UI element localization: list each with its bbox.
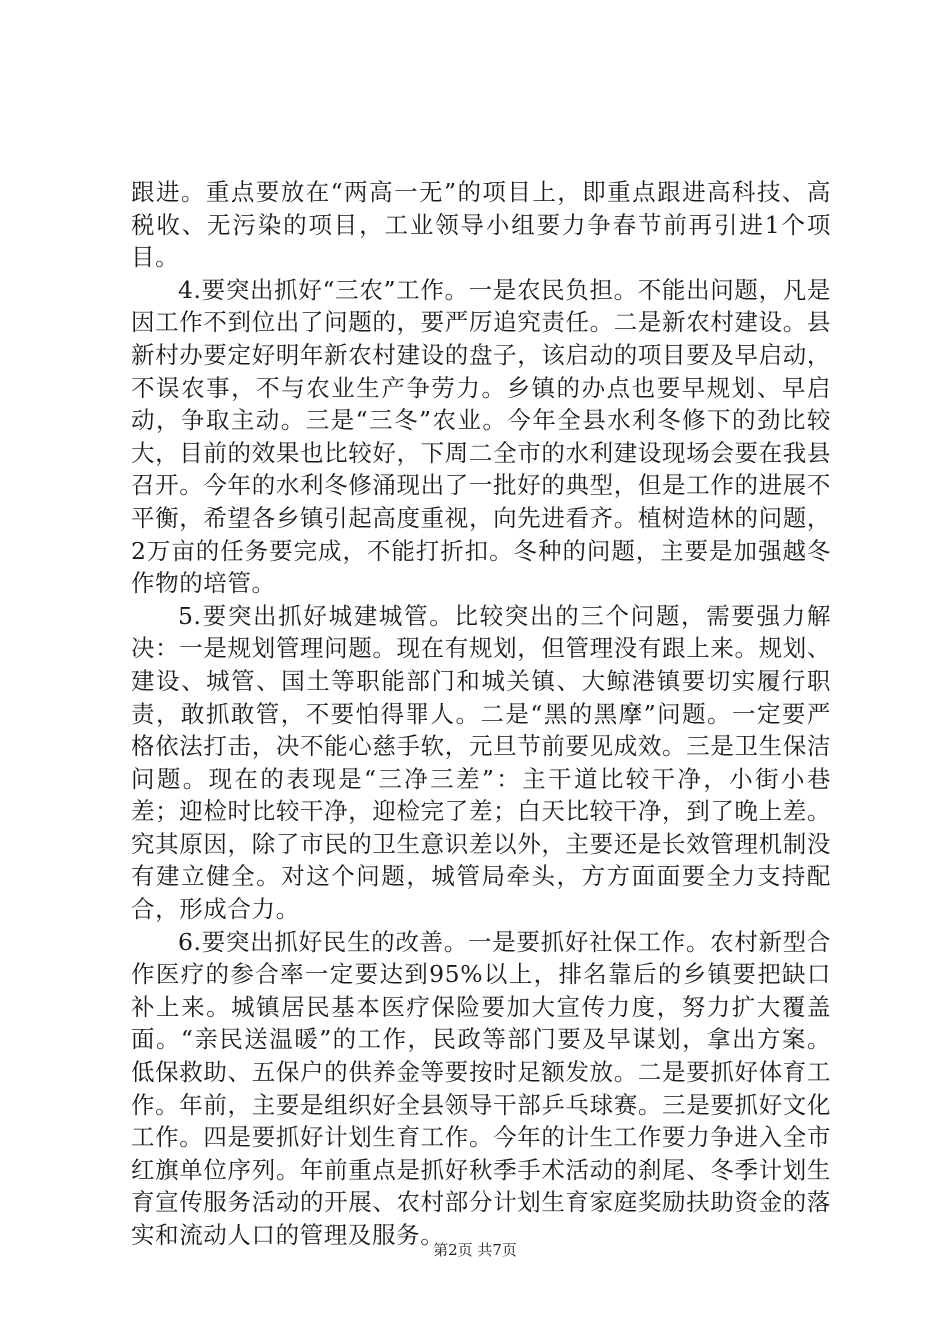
paragraph-continuation: 跟进。重点要放在“两高一无”的项目上，即重点跟进高科技、高税收、无污染的项目，工业领导小组要力争春节前再引进1个项目。 (131, 178, 831, 272)
paragraph-item-6: 6.要突出抓好民生的改善。一是要抓好社保工作。农村新型合作医疗的参合率一定要达到95%以上，排名靠后的乡镇要把缺口补上来。城镇居民基本医疗保险要加大宣传力度，努力扩大覆盖面。“亲民送温暖”的工作，民政等部门要及早谋划，拿出方案。低保救助、五保户的供养金等要按时足额发放。二是要抓好体育工作。年前，主要是组织好全县领导干部乒乓球赛。三是要抓好文化工作。四是要抓好计划生育工作。今年的计生工作要力争进入全市红旗单位序列。年前重点是抓好秋季手术活动的刹尾、冬季计划生育宣传服务活动的开展、农村部分计划生育家庭奖励扶助资金的落实和流动人口的管理及服务。 (131, 927, 831, 1249)
page-number-footer: 第2页 共7页 (433, 1241, 517, 1259)
paragraph-item-4: 4.要突出抓好“三农”工作。一是农民负担。不能出问题，凡是因工作不到位出了问题的，要严厉追究责任。二是新农村建设。县新村办要定好明年新农村建设的盘子，该启动的项目要及早启动，不误农事，不与农业生产争劳力。乡镇的办点也要早规划、早启动，争取主动。三是“三冬”农业。今年全县水利冬修下的劲比较大，目前的效果也比较好，下周二全市的水利建设现场会要在我县召开。今年的水利冬修涌现出了一批好的典型，但是工作的进展不平衡，希望各乡镇引起高度重视，向先进看齐。植树造林的问题，2万亩的任务要完成，不能打折扣。冬种的问题，主要是加强越冬作物的培管。 (131, 275, 831, 598)
paragraph-item-5: 5.要突出抓好城建城管。比较突出的三个问题，需要强力解决：一是规划管理问题。现在有规划，但管理没有跟上来。规划、建设、城管、国土等职能部门和城关镇、大鲸港镇要切实履行职责，敢抓敢管，不要怕得罪人。二是“黑的黑摩”问题。一定要严格依法打击，决不能心慈手软，元旦节前要见成效。三是卫生保洁问题。现在的表现是“三净三差”：主干道比较干净，小街小巷差；迎检时比较干净，迎检完了差；白天比较干净，到了晚上差。究其原因，除了市民的卫生意识差以外，主要还是长效管理机制没有建立健全。对这个问题，城管局牵头，方方面面要全力支持配合，形成合力。 (131, 601, 831, 924)
document-body (131, 176, 831, 1252)
